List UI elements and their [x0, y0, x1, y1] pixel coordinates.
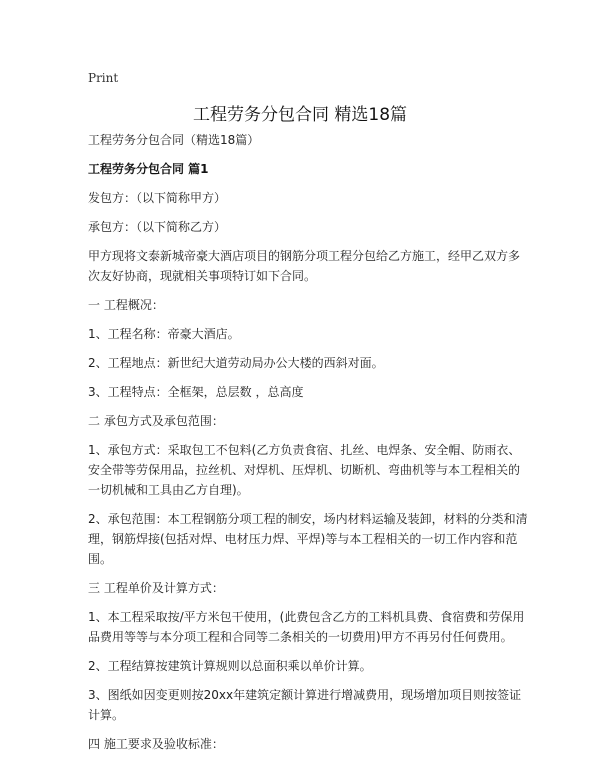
- clause-item: 2、工程地点：新世纪大道劳动局办公大楼的西斜对面。: [88, 356, 384, 370]
- document-body: [88, 130, 528, 763]
- party-a-line: 发包方：（以下简称甲方）: [88, 191, 227, 205]
- clause-item: 1、承包方式：采取包工不包料(乙方负责食宿、扎丝、电焊条、安全帽、防雨衣、安全带等劳保用品，拉丝机、对焊机、压焊机、切断机、弯曲机等与本工程相关的一切机械和工具由乙方自理)。: [88, 443, 521, 497]
- document-title: 工程劳务分包合同 精选18篇: [192, 105, 408, 125]
- print-label: Print: [88, 71, 119, 85]
- clause-item: 1、本工程采取按/平方米包干使用，(此费包含乙方的工料机具费、食宿费和劳保用品费用等等与本分项工程和合同等二条相关的一切费用)甲方不再另付任何费用。: [88, 610, 525, 644]
- subtitle-paragraph: 工程劳务分包合同（精选18篇）: [88, 133, 260, 147]
- clause-item: 3、工程特点：全框架，总层数 ，总高度: [88, 385, 304, 399]
- clause-item: 2、工程结算按建筑计算规则以总面积乘以单价计算。: [88, 659, 372, 673]
- clause-heading-1: 一 工程概况：: [88, 298, 164, 312]
- clause-item: 2、承包范围：本工程钢筋分项工程的制安，场内材料运输及装卸，材料的分类和清理，钢筋焊接(包括对焊、电材压力焊、平焊)等与本工程相关的一切工作内容和范围。: [88, 512, 528, 566]
- party-b-line: 承包方：（以下简称乙方）: [88, 220, 227, 234]
- clause-item: 3、图纸如因变更则按20xx年建筑定额计算进行增减费用，现场增加项目则按签证计算。: [88, 688, 522, 722]
- clause-heading-4: 四 施工要求及验收标准：: [88, 737, 224, 751]
- section-heading: 工程劳务分包合同 篇1: [88, 162, 209, 176]
- clause-heading-2: 二 承包方式及承包范围：: [88, 414, 224, 428]
- clause-item: 1、工程名称：帝豪大酒店。: [88, 327, 240, 341]
- clause-heading-3: 三 工程单价及计算方式：: [88, 581, 224, 595]
- intro-paragraph: 甲方现将文泰新城帝豪大酒店项目的钢筋分项工程分包给乙方施工，经甲乙双方多次友好协商，现就相关事项特订如下合同。: [88, 249, 521, 283]
